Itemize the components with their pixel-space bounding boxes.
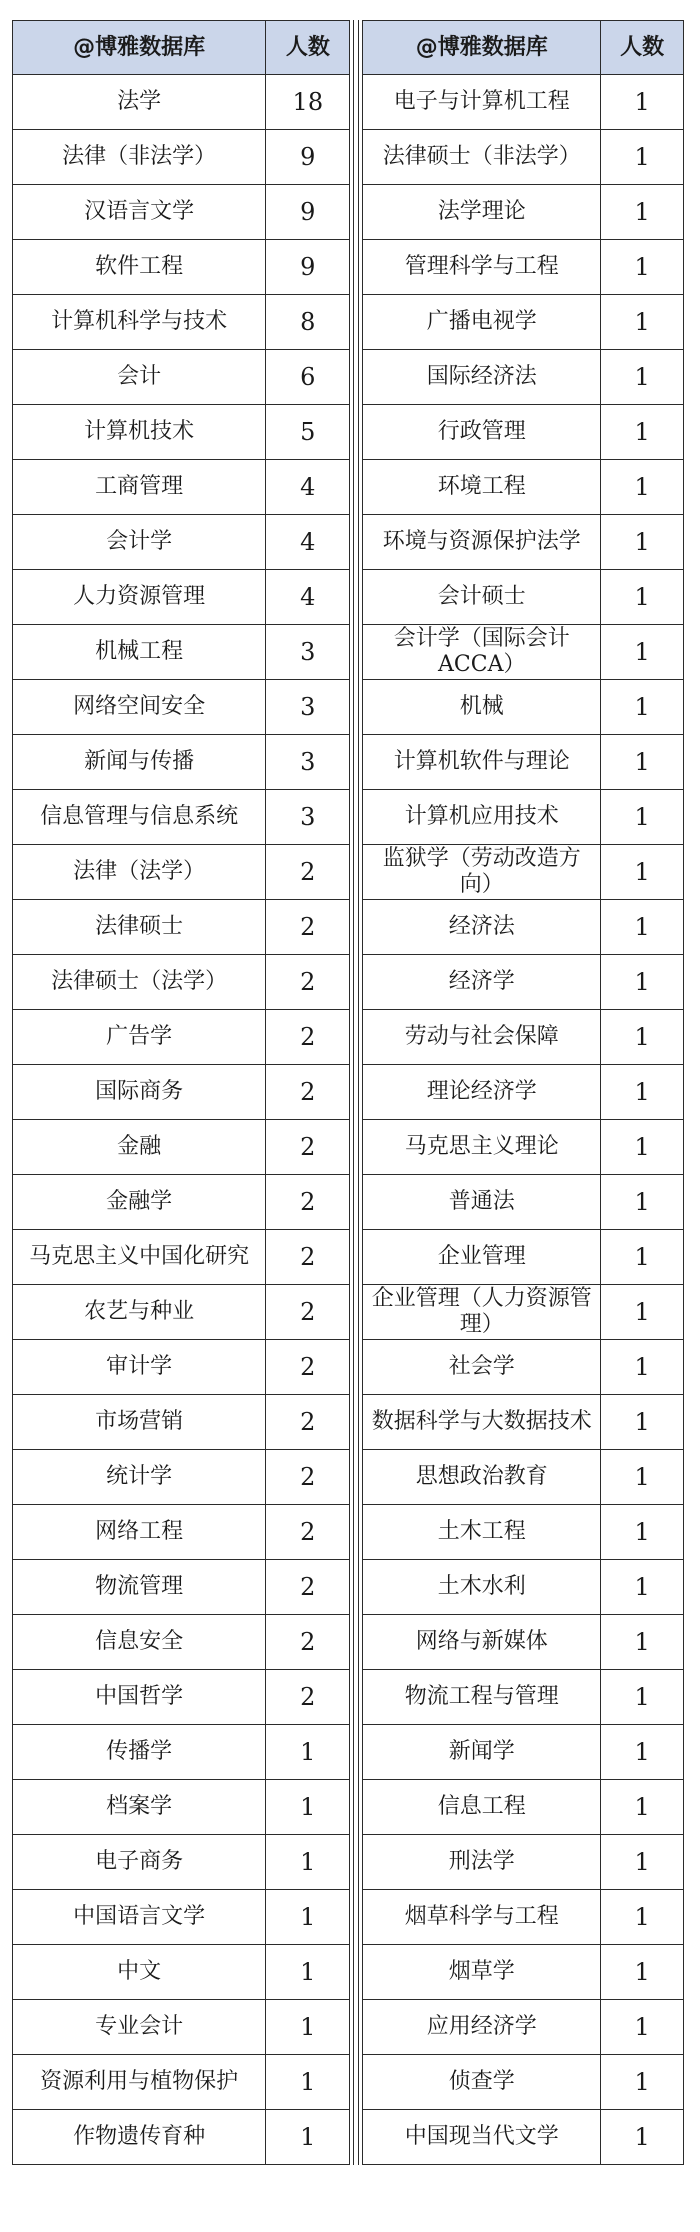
left-header-count: 人数 [266,21,350,75]
major-name-cell: 会计学（国际会计ACCA） [363,625,601,680]
table-row [13,295,350,350]
table-row [13,1120,350,1175]
major-name-cell: 计算机软件与理论 [363,735,601,790]
major-name-cell: 审计学 [13,1340,266,1395]
table-row [13,185,350,240]
major-name-cell: 中文 [13,1945,266,2000]
count-cell: 1 [601,680,684,735]
table-row [13,680,350,735]
table-row [363,1065,684,1120]
count-cell: 1 [601,1230,684,1285]
count-cell: 1 [266,2000,350,2055]
count-cell: 1 [601,1615,684,1670]
table-row [363,130,684,185]
count-cell: 3 [266,735,350,790]
count-cell: 9 [266,130,350,185]
count-cell: 4 [266,460,350,515]
table-row [363,900,684,955]
major-name-cell: 经济法 [363,900,601,955]
count-cell: 9 [266,240,350,295]
table-row [363,75,684,130]
major-name-cell: 会计 [13,350,266,405]
major-name-cell: 电子与计算机工程 [363,75,601,130]
major-name-cell: 档案学 [13,1780,266,1835]
table-row [363,1230,684,1285]
major-name-cell: 法律（非法学） [13,130,266,185]
count-cell: 1 [266,1725,350,1780]
right-header-source: @博雅数据库 [363,21,601,75]
left-table [12,20,350,2165]
count-cell: 1 [601,1010,684,1065]
major-name-cell: 资源利用与植物保护 [13,2055,266,2110]
table-row [363,2055,684,2110]
count-cell: 1 [601,735,684,790]
major-name-cell: 环境与资源保护法学 [363,515,601,570]
major-name-cell: 会计硕士 [363,570,601,625]
count-cell: 2 [266,900,350,955]
count-cell: 1 [601,1395,684,1450]
table-row [363,1340,684,1395]
table-row [13,790,350,845]
count-cell: 1 [601,1835,684,1890]
major-name-cell: 物流管理 [13,1560,266,1615]
table-row [363,185,684,240]
table-row [363,1505,684,1560]
count-cell: 1 [601,350,684,405]
count-cell: 2 [266,1670,350,1725]
count-cell: 4 [266,570,350,625]
table-row [13,1010,350,1065]
count-cell: 2 [266,1450,350,1505]
major-name-cell: 计算机应用技术 [363,790,601,845]
count-cell: 8 [266,295,350,350]
count-cell: 1 [601,900,684,955]
table-row [13,1670,350,1725]
table-row [363,240,684,295]
count-cell: 1 [601,130,684,185]
count-cell: 1 [601,240,684,295]
right-table-body [363,75,684,2165]
right-header-row [363,21,684,75]
count-cell: 1 [601,515,684,570]
major-name-cell: 物流工程与管理 [363,1670,601,1725]
major-name-cell: 环境工程 [363,460,601,515]
table-row [363,1560,684,1615]
table-row [13,1230,350,1285]
major-name-cell: 马克思主义理论 [363,1120,601,1175]
table-row [363,2110,684,2165]
count-cell: 1 [601,1120,684,1175]
major-name-cell: 网络工程 [13,1505,266,1560]
count-cell: 1 [266,1945,350,2000]
count-cell: 1 [266,1835,350,1890]
count-cell: 1 [601,1945,684,2000]
count-cell: 4 [266,515,350,570]
table-row [363,1010,684,1065]
major-name-cell: 中国现当代文学 [363,2110,601,2165]
count-cell: 1 [601,2000,684,2055]
table-row [363,1175,684,1230]
major-name-cell: 法律硕士（非法学） [363,130,601,185]
table-row [363,1725,684,1780]
major-name-cell: 统计学 [13,1450,266,1505]
count-cell: 1 [601,2055,684,2110]
table-row [13,845,350,900]
major-name-cell: 烟草学 [363,1945,601,2000]
major-name-cell: 思想政治教育 [363,1450,601,1505]
table-row [363,680,684,735]
count-cell: 2 [266,1065,350,1120]
major-name-cell: 汉语言文学 [13,185,266,240]
table-row [13,1175,350,1230]
major-name-cell: 会计学 [13,515,266,570]
table-row [363,1450,684,1505]
major-name-cell: 金融 [13,1120,266,1175]
count-cell: 1 [601,1670,684,1725]
count-cell: 2 [266,1175,350,1230]
major-name-cell: 机械 [363,680,601,735]
left-header-source: @博雅数据库 [13,21,266,75]
major-name-cell: 法学理论 [363,185,601,240]
major-name-cell: 农艺与种业 [13,1285,266,1340]
count-cell: 3 [266,625,350,680]
major-name-cell: 国际商务 [13,1065,266,1120]
count-cell: 2 [266,1340,350,1395]
table-row [13,625,350,680]
count-cell: 1 [601,1065,684,1120]
major-name-cell: 土木工程 [363,1505,601,1560]
count-cell: 5 [266,405,350,460]
count-cell: 1 [601,405,684,460]
major-name-cell: 新闻与传播 [13,735,266,790]
table-row [363,1890,684,1945]
count-cell: 3 [266,680,350,735]
count-cell: 1 [601,2110,684,2165]
major-name-cell: 企业管理（人力资源管理） [363,1285,601,1340]
table-row [363,1835,684,1890]
major-name-cell: 信息安全 [13,1615,266,1670]
major-name-cell: 监狱学（劳动改造方向） [363,845,601,900]
table-row [363,460,684,515]
count-cell: 1 [601,570,684,625]
count-cell: 2 [266,1120,350,1175]
count-cell: 1 [601,1285,684,1340]
table-row [13,1395,350,1450]
count-cell: 2 [266,1285,350,1340]
major-name-cell: 法律（法学） [13,845,266,900]
table-divider [353,20,359,2165]
major-name-cell: 电子商务 [13,1835,266,1890]
table-row [363,295,684,350]
table-row [363,350,684,405]
major-name-cell: 劳动与社会保障 [363,1010,601,1065]
count-cell: 3 [266,790,350,845]
count-cell: 1 [601,625,684,680]
right-header-count: 人数 [601,21,684,75]
table-row [13,1725,350,1780]
table-row [13,405,350,460]
major-name-cell: 信息管理与信息系统 [13,790,266,845]
count-cell: 2 [266,1230,350,1285]
table-row [13,240,350,295]
count-cell: 1 [266,2055,350,2110]
table-row [13,570,350,625]
count-cell: 2 [266,1395,350,1450]
count-cell: 1 [266,1780,350,1835]
count-cell: 2 [266,845,350,900]
count-cell: 1 [601,1780,684,1835]
count-cell: 1 [601,1890,684,1945]
count-cell: 1 [601,185,684,240]
table-row [13,1285,350,1340]
table-row [13,515,350,570]
table-row [13,1450,350,1505]
major-name-cell: 市场营销 [13,1395,266,1450]
major-name-cell: 马克思主义中国化研究 [13,1230,266,1285]
major-name-cell: 土木水利 [363,1560,601,1615]
count-cell: 1 [601,1560,684,1615]
table-row [13,1340,350,1395]
major-name-cell: 金融学 [13,1175,266,1230]
major-name-cell: 法学 [13,75,266,130]
left-header-row [13,21,350,75]
table-row [363,625,684,680]
count-cell: 2 [266,1615,350,1670]
count-cell: 1 [601,1175,684,1230]
table-row [13,460,350,515]
table-row [363,1780,684,1835]
major-name-cell: 网络空间安全 [13,680,266,735]
count-cell: 1 [601,790,684,845]
count-cell: 2 [266,1560,350,1615]
major-name-cell: 烟草科学与工程 [363,1890,601,1945]
table-row [363,570,684,625]
count-cell: 6 [266,350,350,405]
major-name-cell: 中国哲学 [13,1670,266,1725]
count-cell: 2 [266,1010,350,1065]
major-name-cell: 广播电视学 [363,295,601,350]
table-row [13,1560,350,1615]
table-row [13,130,350,185]
count-cell: 1 [601,1340,684,1395]
table-row [13,75,350,130]
table-row [13,2110,350,2165]
major-name-cell: 刑法学 [363,1835,601,1890]
major-name-cell: 软件工程 [13,240,266,295]
left-table-body [13,75,350,2165]
count-cell: 2 [266,955,350,1010]
count-cell: 1 [601,460,684,515]
table-row [13,1780,350,1835]
major-name-cell: 工商管理 [13,460,266,515]
table-row [363,1670,684,1725]
major-name-cell: 法律硕士（法学） [13,955,266,1010]
count-cell: 1 [601,75,684,130]
table-row [13,900,350,955]
major-name-cell: 理论经济学 [363,1065,601,1120]
count-cell: 1 [601,295,684,350]
major-name-cell: 管理科学与工程 [363,240,601,295]
table-row [363,1395,684,1450]
table-row [363,2000,684,2055]
count-cell: 18 [266,75,350,130]
table-row [363,1120,684,1175]
table-row [13,1065,350,1120]
count-cell: 1 [266,2110,350,2165]
table-row [363,1285,684,1340]
major-name-cell: 新闻学 [363,1725,601,1780]
major-name-cell: 经济学 [363,955,601,1010]
table-row [363,405,684,460]
table-row [13,1890,350,1945]
table-row [363,790,684,845]
major-name-cell: 机械工程 [13,625,266,680]
major-name-cell: 专业会计 [13,2000,266,2055]
major-name-cell: 侦查学 [363,2055,601,2110]
count-cell: 1 [601,955,684,1010]
major-name-cell: 行政管理 [363,405,601,460]
table-row [13,1505,350,1560]
table-row [363,845,684,900]
major-name-cell: 中国语言文学 [13,1890,266,1945]
major-count-tables [12,20,684,2165]
major-name-cell: 企业管理 [363,1230,601,1285]
table-row [363,1945,684,2000]
table-row [363,515,684,570]
table-row [13,1835,350,1890]
major-name-cell: 应用经济学 [363,2000,601,2055]
major-name-cell: 国际经济法 [363,350,601,405]
table-row [13,735,350,790]
right-table [362,20,684,2165]
table-row [13,350,350,405]
table-row [363,955,684,1010]
table-row [13,1615,350,1670]
table-row [363,1615,684,1670]
table-row [13,1945,350,2000]
major-name-cell: 网络与新媒体 [363,1615,601,1670]
major-name-cell: 广告学 [13,1010,266,1065]
major-name-cell: 法律硕士 [13,900,266,955]
major-name-cell: 计算机科学与技术 [13,295,266,350]
major-name-cell: 人力资源管理 [13,570,266,625]
table-row [13,2055,350,2110]
table-row [13,955,350,1010]
major-name-cell: 作物遗传育种 [13,2110,266,2165]
table-row [363,735,684,790]
major-name-cell: 计算机技术 [13,405,266,460]
count-cell: 1 [601,1450,684,1505]
major-name-cell: 普通法 [363,1175,601,1230]
major-name-cell: 社会学 [363,1340,601,1395]
major-name-cell: 数据科学与大数据技术 [363,1395,601,1450]
table-row [13,2000,350,2055]
count-cell: 2 [266,1505,350,1560]
count-cell: 1 [266,1890,350,1945]
major-name-cell: 信息工程 [363,1780,601,1835]
count-cell: 9 [266,185,350,240]
major-name-cell: 传播学 [13,1725,266,1780]
count-cell: 1 [601,1725,684,1780]
count-cell: 1 [601,1505,684,1560]
count-cell: 1 [601,845,684,900]
